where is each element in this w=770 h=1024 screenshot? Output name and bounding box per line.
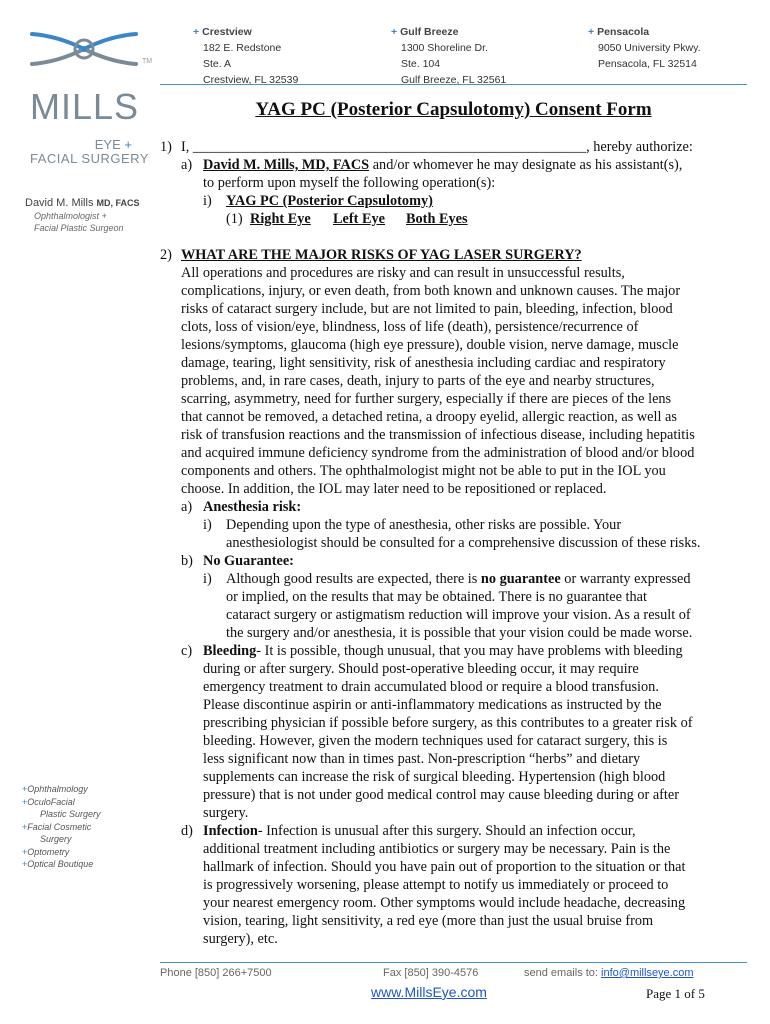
- section-1-number: 1): [160, 139, 172, 155]
- bleeding-item: Bleeding- It is possible, though unusual, that you may have problems with bleeding: [203, 643, 683, 659]
- infection-item: Infection- Infection is unusual after this surgery. Should an infection occur,: [203, 823, 636, 839]
- office-city: Gulf Breeze: [400, 26, 459, 38]
- document-title: YAG PC (Posterior Capsulotomy) Consent Form: [255, 99, 652, 120]
- left-eye-option[interactable]: Left Eye: [333, 211, 386, 227]
- footer-email: send emails to: info@millseye.com: [524, 967, 694, 979]
- website-link[interactable]: www.MillsEye.com: [371, 984, 487, 1000]
- brand-line-eye: EYE +: [94, 137, 132, 152]
- right-eye-option[interactable]: Right Eye: [250, 211, 311, 227]
- trademark: TM: [142, 58, 153, 65]
- surgeon-line: David M. Mills, MD, FACS and/or whomever he may designate as his assistant(s),: [203, 157, 683, 173]
- office-pensacola: + Pensacola 9050 University Pkwy. Pensacola, FL 32514: [588, 26, 701, 70]
- name-blank-field[interactable]: _______________________________________________________: [192, 139, 587, 155]
- authorize-line: I, _______________________________________________________, hereby authorize:: [181, 139, 693, 155]
- email-link[interactable]: info@millseye.com: [601, 967, 694, 979]
- procedure-name: YAG PC (Posterior Capsulotomy): [226, 193, 433, 209]
- section-2-number: 2): [160, 247, 172, 263]
- footer-phone: Phone [850] 266+7500: [160, 967, 272, 979]
- header-divider: [160, 84, 747, 85]
- office-crestview: + Crestview 182 E. Redstone Ste. A Crestview, FL 32539: [193, 26, 299, 86]
- doctor-title: Ophthalmologist + Facial Plastic Surgeon: [34, 211, 124, 233]
- office-city: Crestview: [202, 26, 252, 38]
- office-gulf-breeze: + Gulf Breeze 1300 Shoreline Dr. Ste. 104 Gulf Breeze, FL 32561: [391, 26, 507, 86]
- page-number: Page 1 of 5: [646, 986, 705, 1001]
- eye-logo-icon: [28, 24, 140, 74]
- brand-name: MILLS: [30, 86, 140, 127]
- footer-fax: Fax [850] 390-4576: [383, 967, 479, 979]
- brand-line-facial: FACIAL SURGERY: [30, 151, 149, 166]
- services-list: +Ophthalmology +OculoFacial Plastic Surgery +Facial Cosmetic Surgery +Optometry +Optical Boutique: [22, 784, 101, 869]
- guarantee-heading: No Guarantee:: [203, 553, 294, 569]
- office-city: Pensacola: [597, 26, 650, 38]
- footer-divider: [160, 962, 747, 963]
- risks-heading: WHAT ARE THE MAJOR RISKS OF YAG LASER SURGERY?: [181, 247, 582, 263]
- both-eyes-option[interactable]: Both Eyes: [406, 211, 468, 227]
- doctor-name: David M. Mills MD, FACS: [25, 197, 140, 209]
- anesthesia-heading: Anesthesia risk:: [203, 499, 302, 515]
